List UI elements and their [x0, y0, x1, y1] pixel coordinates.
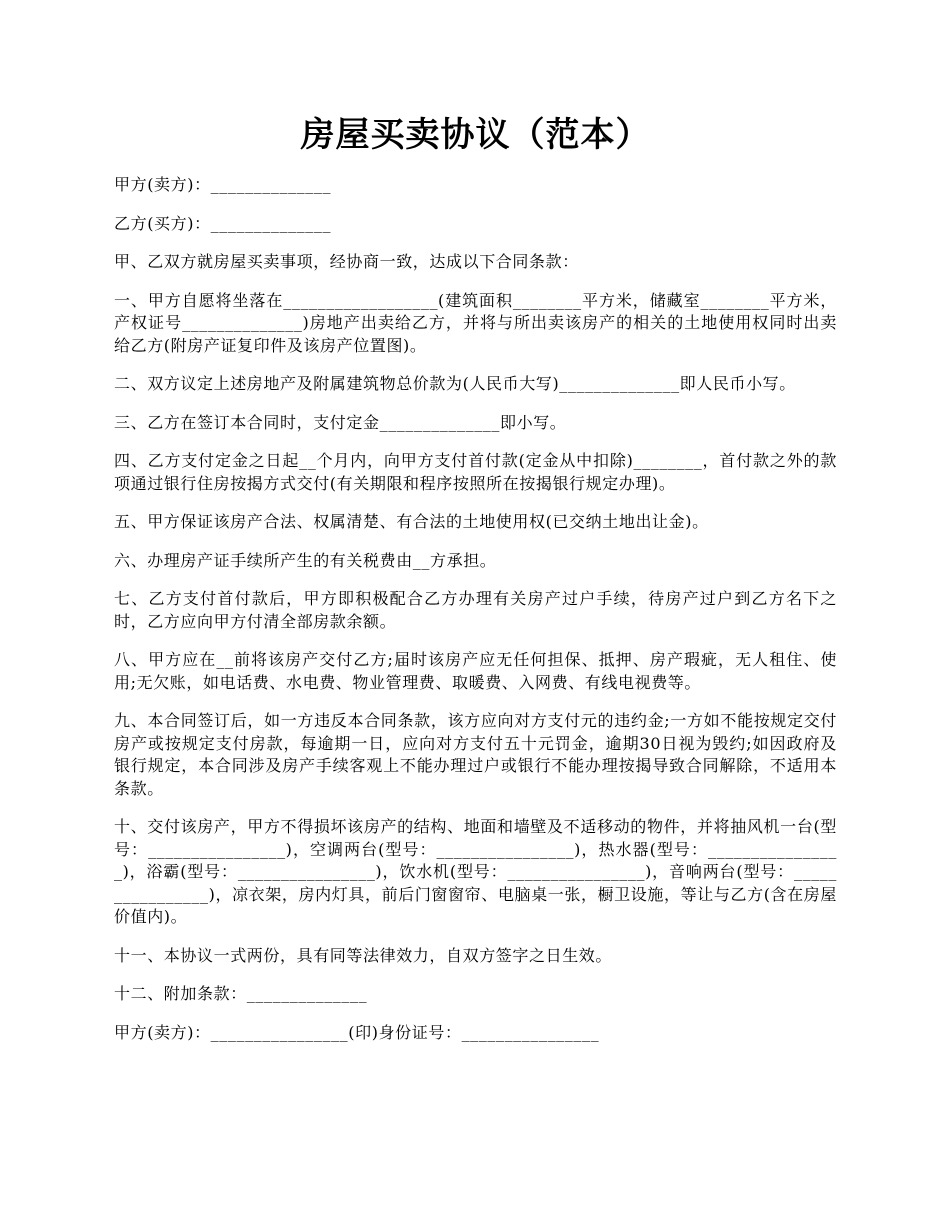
document-title: 房屋买卖协议（范本）: [300, 115, 651, 155]
clause-9: 九、本合同签订后，如一方违反本合同条款，该方应向对方支付元的违约金;一方如不能按规定交付房产或按规定支付房款，每逾期一日，应向对方支付五十元罚金，逾期30日视为毁约;如因政府及银行规定，本合同涉及房产手续客观上不能办理过户或银行不能办理按揭导致合同解除，不适用本条款。: [114, 711, 837, 798]
clause-8: 八、甲方应在__前将该房产交付乙方;届时该房产应无任何担保、抵押、房产瑕疵，无人租住、使用;无欠账，如电话费、水电费、物业管理费、取暖费、入网费、有线电视费等。: [114, 650, 837, 692]
signature-line: 甲方(卖方)：________________(印)身份证号：________________: [114, 1022, 600, 1042]
clause-1: 一、甲方自愿将坐落在__________________(建筑面积________平方米，储藏室________平方米，产权证号______________)房地产出卖给乙方，并将与所出卖该房产的相关的土地使用权同时出卖给乙方(附房产证复印件及该房产位置图)。: [114, 290, 837, 355]
party-a-line: 甲方(卖方)：______________: [114, 175, 332, 194]
clause-10: 十、交付该房产，甲方不得损坏该房产的结构、地面和墙壁及不适移动的物件，并将抽风机一台(型号：________________)，空调两台(型号：________________)，热水器(型号：________________)，浴霸(型号：________________)，饮水机(型号：________________)，音响两台(型号：________________)，凉衣架，房内灯具，前后门窗窗帘、电脑桌一张，橱卫设施，等让与乙方(含在房屋价值内)。: [114, 817, 837, 926]
preamble: 甲、乙双方就房屋买卖事项，经协商一致，达成以下合同条款：: [114, 252, 579, 271]
clause-11: 十一、本协议一式两份，具有同等法律效力，自双方签字之日生效。: [114, 945, 613, 965]
clause-4: 四、乙方支付定金之日起__个月内，向甲方支付首付款(定金从中扣除)________，首付款之外的款项通过银行住房按揭方式交付(有关期限和程序按照所在按揭银行规定办理)。: [114, 451, 837, 493]
party-b-line: 乙方(买方)：______________: [114, 213, 332, 233]
clause-12: 十二、附加条款：______________: [114, 984, 368, 1003]
clause-3: 三、乙方在签订本合同时，支付定金______________即小写。: [114, 412, 567, 432]
clause-2: 二、双方议定上述房地产及附属建筑物总价款为(人民币大写)______________即人民币小写。: [114, 374, 796, 393]
clause-5: 五、甲方保证该房产合法、权属清楚、有合法的土地使用权(已交纳土地出让金)。: [114, 512, 709, 531]
clause-7: 七、乙方支付首付款后，甲方即积极配合乙方办理有关房产过户手续，待房产过户到乙方名下之时，乙方应向甲方付清全部房款余额。: [114, 589, 837, 631]
clause-6: 六、办理房产证手续所产生的有关税费由__方承担。: [114, 550, 497, 570]
